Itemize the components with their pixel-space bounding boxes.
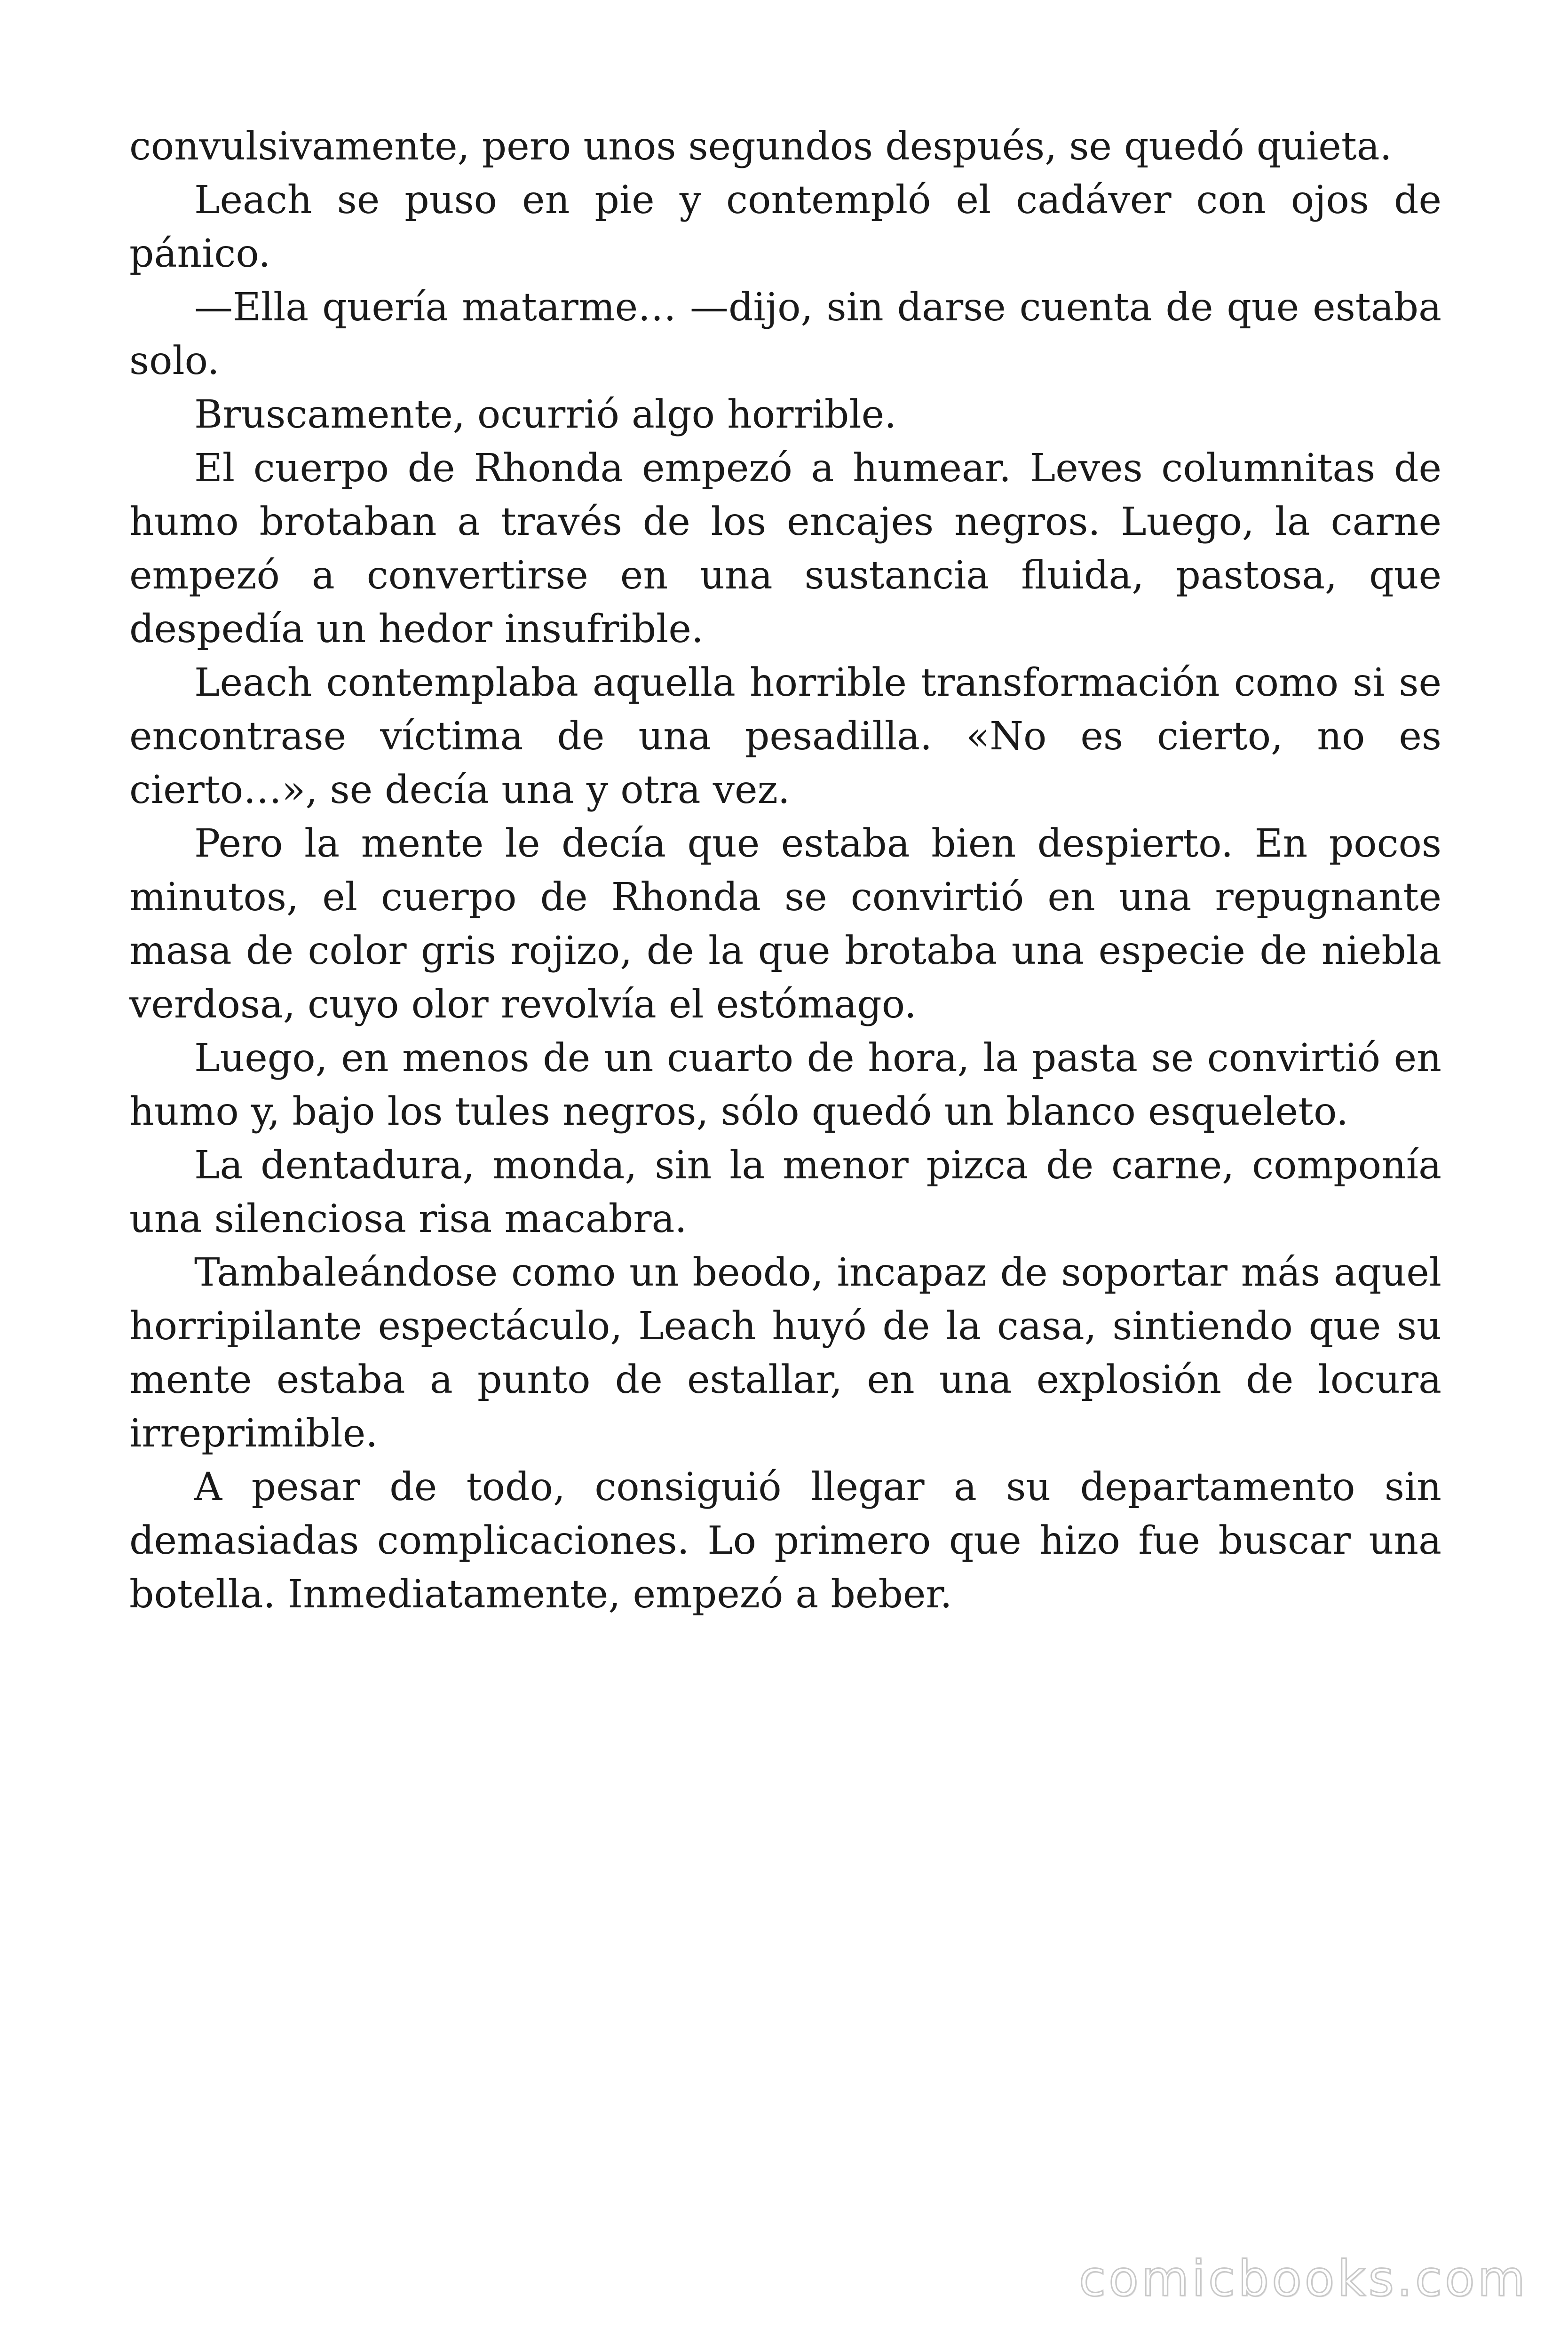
paragraph: El cuerpo de Rhonda empezó a humear. Leves columnitas de humo brotaban a través de los encajes negros. Luego, la carne empezó a convertirse en una sustancia fluida, pastosa, que despedía un hedor insufrible.: [129, 446, 1441, 652]
paragraph: Luego, en menos de un cuarto de hora, la pasta se convirtió en humo y, bajo los tules negros, sólo quedó un blanco esqueleto.: [129, 1036, 1441, 1134]
paragraph: Tambaleándose como un beodo, incapaz de soportar más aquel horripilante espectáculo, Leach huyó de la casa, sintiendo que su mente estaba a punto de estallar, en una explosión de locura irreprimible.: [129, 1250, 1441, 1456]
body-text: [129, 120, 1441, 1621]
paragraph: Pero la mente le decía que estaba bien despierto. En pocos minutos, el cuerpo de Rhonda se convirtió en una repugnante masa de color gris rojizo, de la que brotaba una especie de niebla verdosa, cuyo olor revolvía el estómago.: [129, 821, 1441, 1027]
paragraph: convulsivamente, pero unos segundos después, se quedó quieta.: [129, 124, 1392, 169]
paragraph: Leach contemplaba aquella horrible transformación como si se encontrase víctima de una pesadilla. «No es cierto, no es cierto…», se decía una y otra vez.: [129, 660, 1441, 812]
paragraph: A pesar de todo, consiguió llegar a su departamento sin demasiadas complicaciones. Lo primero que hizo fue buscar una botella. Inmediatamente, empezó a beber.: [129, 1465, 1441, 1617]
watermark: comicbooks.com: [1078, 2250, 1528, 2307]
paragraph: Bruscamente, ocurrió algo horrible.: [194, 392, 897, 437]
paragraph: La dentadura, monda, sin la menor pizca de carne, componía una silenciosa risa macabra.: [129, 1143, 1441, 1241]
paragraph: —Ella quería matarme… —dijo, sin darse cuenta de que estaba solo.: [129, 285, 1441, 383]
paragraph: Leach se puso en pie y contempló el cadáver con ojos de pánico.: [129, 178, 1441, 276]
